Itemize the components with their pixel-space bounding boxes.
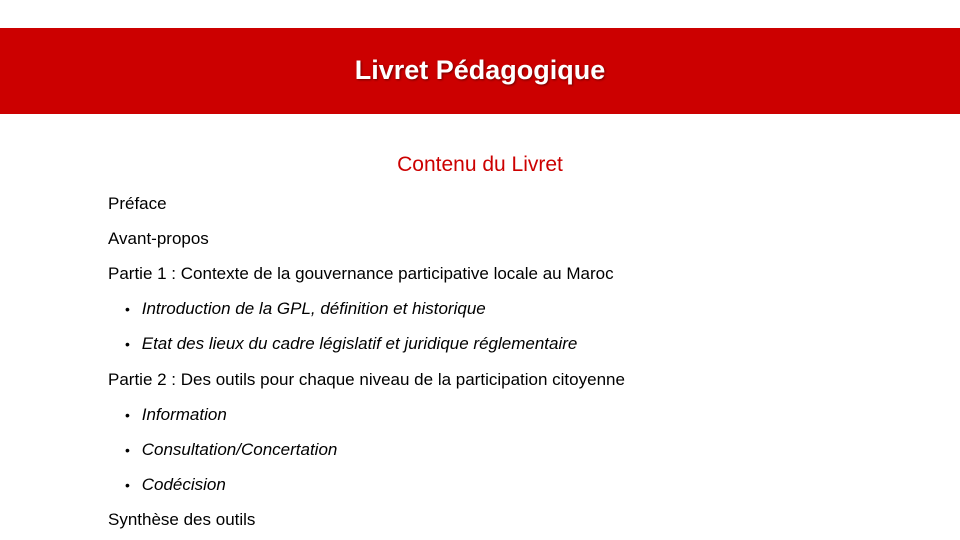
toc-subitem — [125, 298, 486, 320]
toc-item-preface: Préface — [108, 194, 167, 213]
bullet-icon: • — [125, 407, 130, 423]
bullet-icon: • — [125, 477, 130, 493]
toc-subitem-label: Codécision — [141, 475, 226, 494]
toc-subitem-label: Information — [141, 405, 227, 424]
toc-item-synthese: Synthèse des outils — [108, 510, 256, 529]
toc-subitem — [125, 404, 227, 426]
toc-item-partie-1: Partie 1 : Contexte de la gouvernance participative locale au Maroc — [108, 264, 614, 283]
bullet-icon: • — [125, 301, 130, 317]
toc-item-avant-propos: Avant-propos — [108, 229, 209, 248]
toc-item-partie-2: Partie 2 : Des outils pour chaque niveau de la participation citoyenne — [108, 370, 625, 389]
bullet-icon: • — [125, 442, 130, 458]
bullet-icon: • — [125, 336, 130, 352]
toc-subitem-label: Etat des lieux du cadre législatif et juridique réglementaire — [141, 334, 578, 353]
toc-subitem-label: Introduction de la GPL, définition et historique — [141, 299, 486, 318]
toc-subitem — [125, 333, 577, 355]
section-heading: Contenu du Livret — [397, 153, 563, 176]
toc-subitem-label: Consultation/Concertation — [141, 440, 338, 459]
toc-subitem — [125, 474, 226, 496]
toc-subitem — [125, 439, 337, 461]
page-title: Livret Pédagogique — [354, 55, 606, 85]
